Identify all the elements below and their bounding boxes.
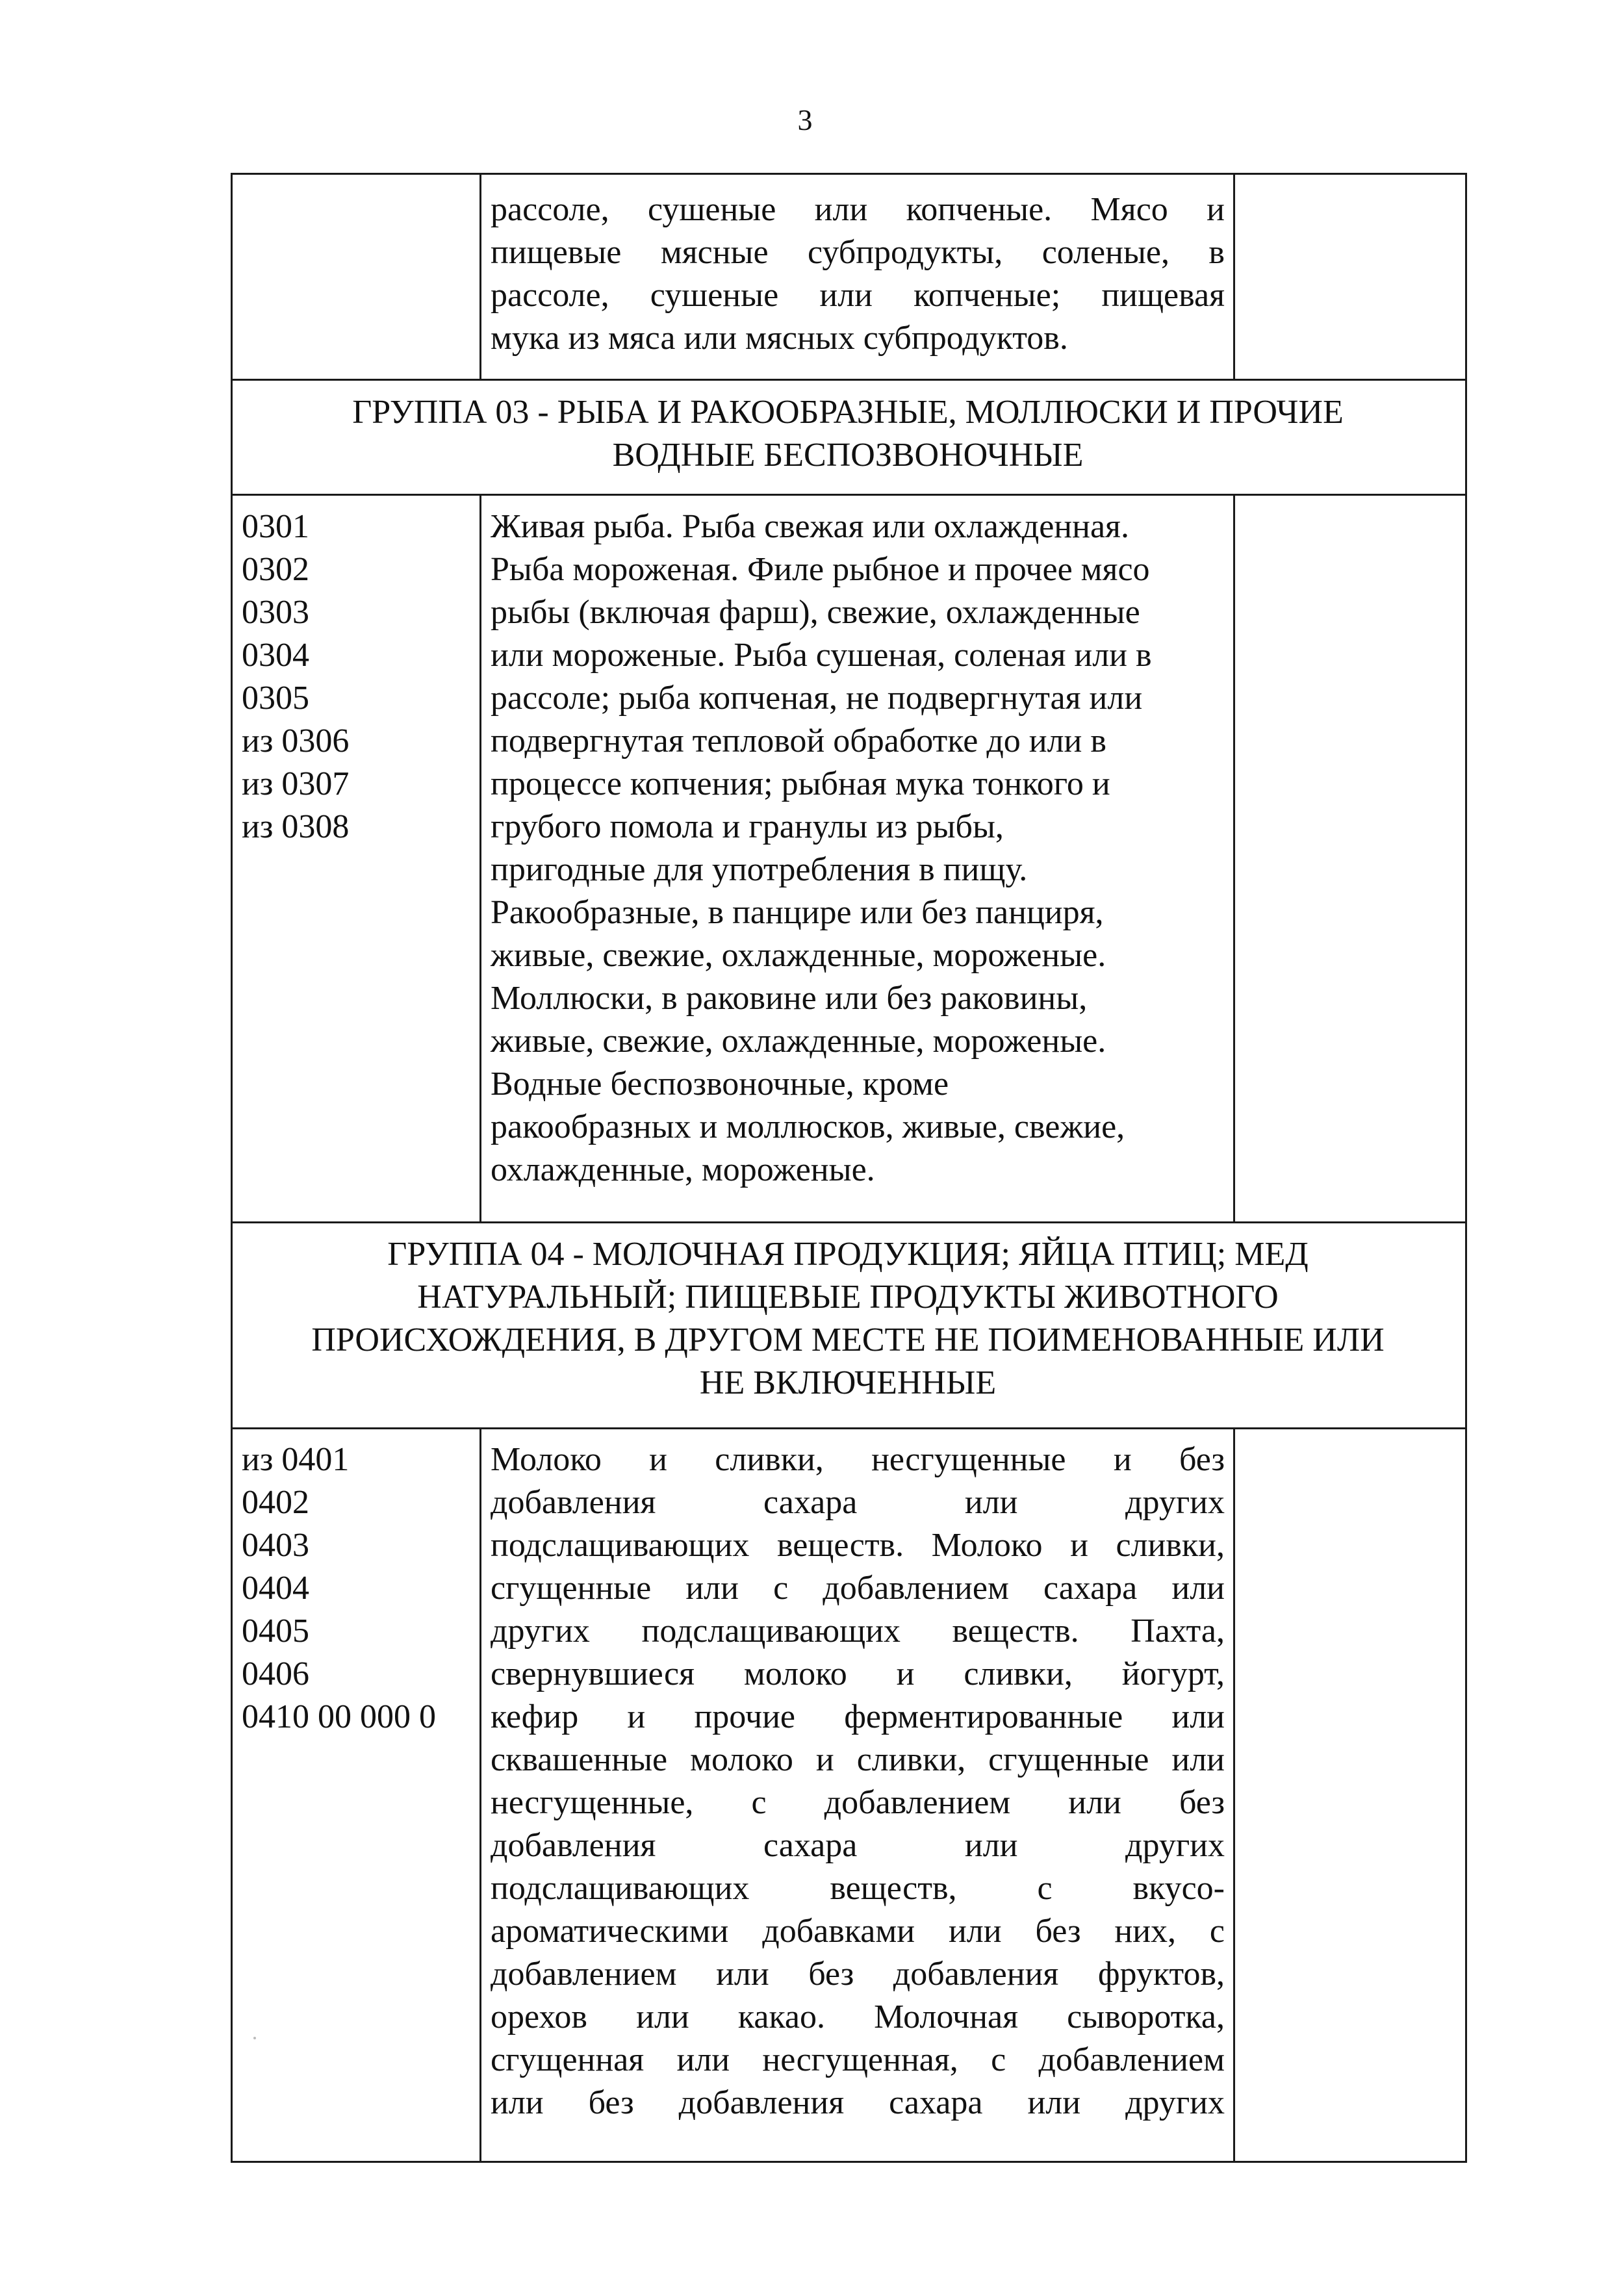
text-line: грубого помола и гранулы из рыбы, <box>491 808 1004 845</box>
text-line: живые, свежие, охлажденные, мороженые. <box>491 1023 1106 1060</box>
code: 0402 <box>242 1484 309 1521</box>
row-top-description <box>491 188 1225 360</box>
group-header-line: НЕ ВКЛЮЧЕННЫЕ <box>699 1364 997 1401</box>
group-03-bottom-border <box>231 494 1467 496</box>
text-line: или мороженые. Рыба сушеная, соленая или в <box>491 637 1152 674</box>
text-line: Ракообразные, в панцире или без панциря, <box>491 894 1104 931</box>
group-header-line: ГРУППА 03 - РЫБА И РАКООБРАЗНЫЕ, МОЛЛЮСКИ И ПРОЧИЕ <box>352 394 1344 431</box>
text-line: Рыба мороженая. Филе рыбное и прочее мясо <box>491 551 1150 588</box>
group-header-line: ВОДНЫЕ БЕСПОЗВОНОЧНЫЕ <box>612 437 1084 474</box>
code: 0301 <box>242 508 309 545</box>
code-column-divider <box>479 494 481 1223</box>
group-04-header <box>231 1233 1465 1405</box>
text-line: подвергнутая тепловой обработке до или в <box>491 722 1106 759</box>
page-number: 3 <box>797 103 813 136</box>
text-line: Водные беспозвоночные, кроме <box>491 1065 949 1103</box>
text-line: ракообразных и моллюсков, живые, свежие, <box>491 1108 1125 1145</box>
text-line: орехов или какао. Молочная сыворотка, <box>491 1998 1225 2035</box>
code: 0304 <box>242 637 309 674</box>
text-line: рассоле, сушеные или копченые; пищевая <box>491 277 1225 314</box>
group-header-line: ГРУППА 04 - МОЛОЧНАЯ ПРОДУКЦИЯ; ЯЙЦА ПТИЦ; МЕД <box>387 1236 1309 1273</box>
code: 0303 <box>242 594 309 631</box>
group-03-header <box>231 391 1465 477</box>
row-04-description <box>491 1438 1225 2124</box>
text-line: мука из мяса или мясных субпродуктов. <box>491 320 1068 357</box>
text-line: подслащивающих веществ. Молоко и сливки, <box>491 1527 1225 1564</box>
code: 0405 <box>242 1613 309 1650</box>
text-line: добавления сахара или других <box>491 1484 1225 1521</box>
text-line: Живая рыба. Рыба свежая или охлажденная. <box>491 508 1129 545</box>
notes-column-divider <box>1233 173 1235 381</box>
group-04-top-border <box>231 1221 1467 1223</box>
code: 0305 <box>242 680 309 717</box>
group-03-top-border <box>231 379 1467 381</box>
row-03-codes <box>242 505 476 848</box>
code-column-divider <box>479 1427 481 2163</box>
code: из 0306 <box>242 722 350 759</box>
code: 0410 00 000 0 <box>242 1698 436 1735</box>
row-04-codes <box>242 1438 476 1739</box>
text-line: добавления сахара или других <box>491 1827 1225 1864</box>
notes-column-divider <box>1233 1427 1235 2163</box>
text-line: пригодные для употребления в пищу. <box>491 851 1028 888</box>
code: из 0401 <box>242 1441 350 1478</box>
text-line: пищевые мясные субпродукты, соленые, в <box>491 234 1225 271</box>
text-line: живые, свежие, охлажденные, мороженые. <box>491 937 1106 974</box>
text-line: сквашенные молоко и сливки, сгущенные или <box>491 1741 1225 1778</box>
text-line: процессе копчения; рыбная мука тонкого и <box>491 765 1110 802</box>
text-line: рыбы (включая фарш), свежие, охлажденные <box>491 594 1140 631</box>
group-header-line: ПРОИСХОЖДЕНИЯ, В ДРУГОМ МЕСТЕ НЕ ПОИМЕНОВАННЫЕ ИЛИ <box>311 1321 1385 1358</box>
text-line: Молоко и сливки, несгущенные и без <box>491 1441 1225 1478</box>
table-right-border <box>1465 173 1467 2163</box>
text-line: сгущенная или несгущенная, с добавлением <box>491 2041 1225 2078</box>
text-line: подслащивающих веществ, с вкусо- <box>491 1870 1225 1907</box>
table-top-border <box>231 173 1467 175</box>
group-04-bottom-border <box>231 1427 1467 1429</box>
text-line: несгущенные, с добавлением или без <box>491 1784 1225 1821</box>
code: 0404 <box>242 1570 309 1607</box>
code: из 0307 <box>242 765 350 802</box>
text-line: сгущенные или с добавлением сахара или <box>491 1570 1225 1607</box>
notes-column-divider <box>1233 494 1235 1223</box>
text-line: добавлением или без добавления фруктов, <box>491 1956 1225 1993</box>
code-column-divider <box>479 173 481 381</box>
code: 0406 <box>242 1655 309 1692</box>
scan-speck <box>253 2037 256 2039</box>
text-line: или без добавления сахара или других <box>491 2084 1225 2121</box>
text-line: рассоле, сушеные или копченые. Мясо и <box>491 191 1225 228</box>
group-header-line: НАТУРАЛЬНЫЙ; ПИЩЕВЫЕ ПРОДУКТЫ ЖИВОТНОГО <box>417 1279 1279 1316</box>
text-line: охлажденные, мороженые. <box>491 1151 875 1188</box>
text-line: ароматическими добавками или без них, с <box>491 1913 1225 1950</box>
row-03-description <box>491 505 1225 1192</box>
text-line: кефир и прочие ферментированные или <box>491 1698 1225 1735</box>
text-line: рассоле; рыба копченая, не подвергнутая или <box>491 680 1143 717</box>
code: 0302 <box>242 551 309 588</box>
text-line: других подслащивающих веществ. Пахта, <box>491 1613 1225 1650</box>
text-line: Моллюски, в раковине или без раковины, <box>491 980 1088 1017</box>
text-line: свернувшиеся молоко и сливки, йогурт, <box>491 1655 1225 1692</box>
code: 0403 <box>242 1527 309 1564</box>
table-bottom-border <box>231 2161 1467 2163</box>
code: из 0308 <box>242 808 350 845</box>
